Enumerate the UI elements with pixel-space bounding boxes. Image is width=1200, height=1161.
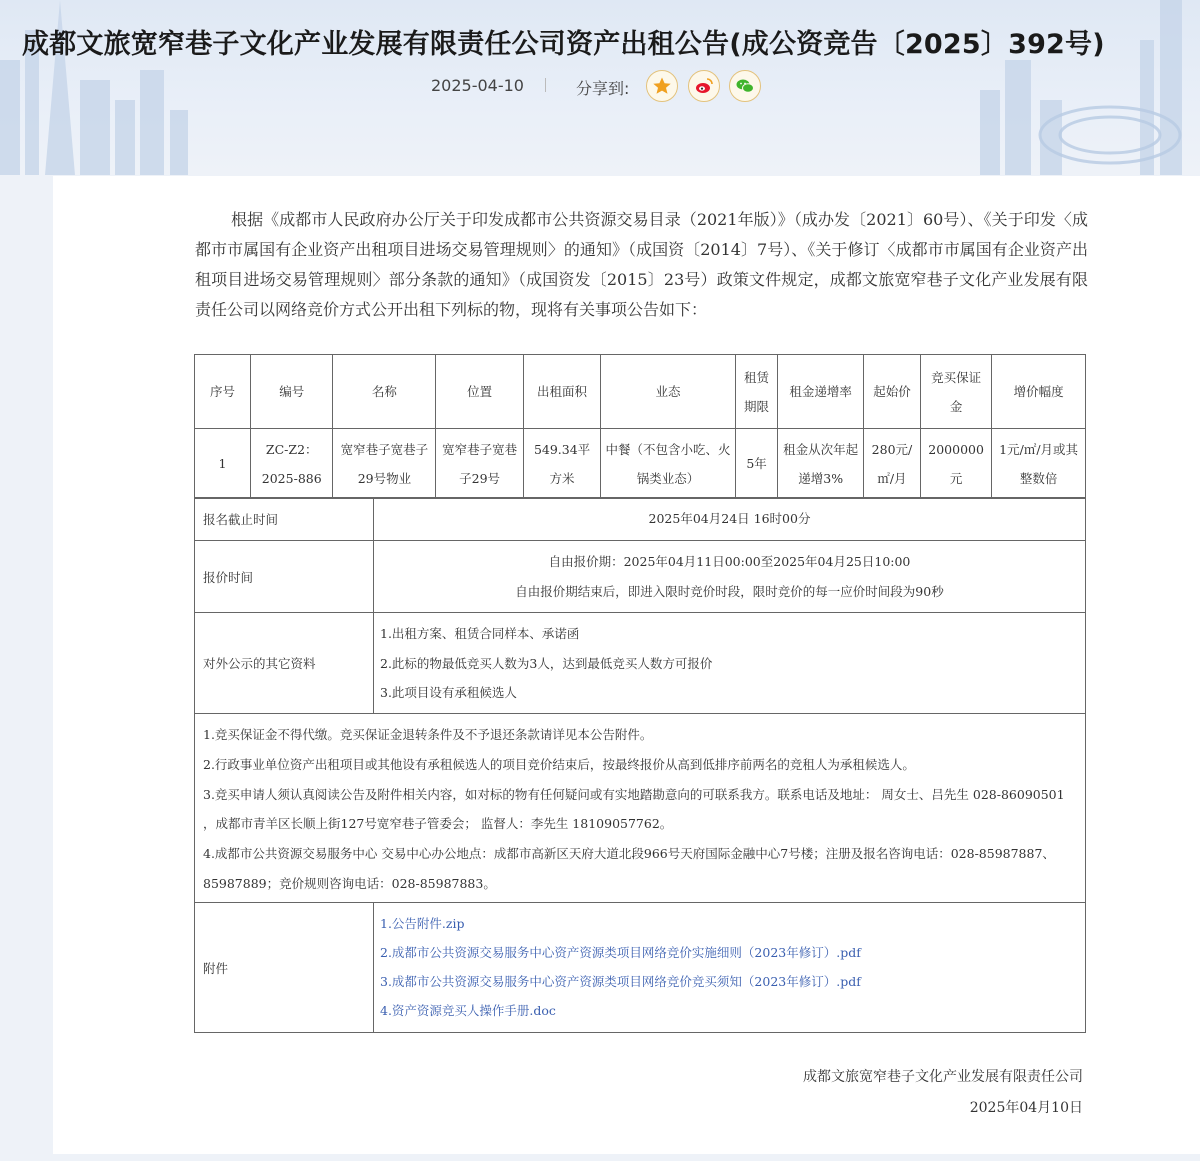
asset-table — [194, 354, 1086, 499]
share-label: 分享到: — [576, 79, 630, 98]
table-cell: 1 — [195, 429, 251, 499]
note-item: 4.成都市公共资源交易服务中心 交易中心办公地点：成都市高新区天府大道北段966号天府国际金融中心7号楼；注册及报名咨询电话：028-85987887、85987889；竞价规则咨询电话：028-85987883。 — [203, 846, 1055, 891]
col-header: 增价幅度 — [992, 355, 1086, 429]
col-header: 业态 — [601, 355, 735, 429]
note-item: 3.竞买申请人须认真阅读公告及附件相关内容，如对标的物有任何疑问或有实地踏勘意向的可联系我方。联系电话及地址： 周女士、吕先生 028-86090501 ，成都市青羊区长顺上街127号宽窄巷子管委会； 监督人：李先生 18109057762。 — [203, 786, 1065, 832]
list-item: 1.出租方案、租赁合同样本、承诺函 — [380, 626, 580, 641]
notes-block — [195, 714, 1085, 902]
list-item: 3.此项目设有承租候选人 — [380, 685, 517, 700]
table-cell: 中餐（不包含小吃、火锅类业态） — [601, 429, 735, 499]
attachments-label: 附件 — [195, 903, 374, 1032]
publish-date: 2025-04-10 — [431, 76, 524, 95]
note-item: 2.行政事业单位资产出租项目或其他设有承租候选人的项目竞价结束后，按最终报价从高到低排序前两名的竞租人为承租候选人。 — [203, 756, 915, 772]
table-cell: 280元/㎡/月 — [863, 429, 920, 499]
col-header: 租赁期限 — [735, 355, 778, 429]
attachment-link[interactable]: 2.成都市公共资源交易服务中心资产资源类项目网络竞价实施细则（2023年修订）.pdf — [380, 945, 861, 960]
intro-paragraph: 根据《成都市人民政府办公厅关于印发成都市公共资源交易目录（2021年版）》（成办发〔2021〕60号）、《关于印发〈成都市市属国有企业资产出租项目进场交易管理规则〉的通知》（成国资〔2014〕7号）、《关于修订〈成都市市属国有企业资产出租项目进场交易管理规则〉部分条款的通知》（成国资发〔2015〕23号）政策文件规定，成都文旅宽窄巷子文化产业发展有限责任公司以网络竞价方式公开出租下列标的物，现将有关事项公告如下： — [195, 210, 1088, 319]
table-header-row — [195, 355, 1086, 429]
attachment-link[interactable]: 1.公告附件.zip — [380, 916, 465, 931]
col-header: 位置 — [436, 355, 524, 429]
table-cell: 租金从次年起递增3% — [778, 429, 864, 499]
notes-row — [195, 713, 1085, 902]
page-title: 成都文旅宽窄巷子文化产业发展有限责任公司资产出租公告(成公资竞告〔2025〕392号) — [22, 29, 1105, 60]
info-table — [194, 497, 1086, 1033]
signature-date: 2025年04月10日 — [969, 1100, 1083, 1116]
col-header: 序号 — [195, 355, 251, 429]
col-header: 出租面积 — [523, 355, 600, 429]
note-item: 1.竞买保证金不得代缴。竞买保证金退转条件及不予退还条款请详见本公告附件。 — [203, 727, 653, 742]
meta-row — [0, 70, 1200, 102]
col-header: 起始价 — [863, 355, 920, 429]
table-cell: 5年 — [735, 429, 778, 499]
col-header: 编号 — [251, 355, 333, 429]
quote-time-row — [195, 540, 1085, 612]
quote-time-line: 自由报价期结束后，即进入限时竞价时段，限时竞价的每一应价时间段为90秒 — [515, 583, 944, 599]
deadline-row — [195, 498, 1085, 540]
quote-time-label: 报价时间 — [195, 541, 374, 612]
table-cell: 宽窄巷子宽巷子29号 — [436, 429, 524, 499]
favorite-star-icon[interactable] — [646, 70, 678, 102]
list-item: 2.此标的物最低竞买人数为3人，达到最低竞买人数方可报价 — [380, 655, 713, 671]
divider — [545, 78, 546, 92]
col-header: 竞买保证金 — [920, 355, 991, 429]
table-cell: 2000000元 — [920, 429, 991, 499]
other-materials-label: 对外公示的其它资料 — [195, 613, 374, 713]
attachment-link[interactable]: 3.成都市公共资源交易服务中心资产资源类项目网络竞价竞买须知（2023年修订）.pdf — [380, 974, 861, 989]
quote-time-line: 自由报价期：2025年04月11日00:00至2025年04月25日10:00 — [548, 554, 911, 569]
table-cell: 549.34平方米 — [523, 429, 600, 499]
attachment-link[interactable]: 4.资产资源竞买人操作手册.doc — [380, 1003, 556, 1018]
weibo-icon[interactable] — [688, 70, 720, 102]
table-cell: 宽窄巷子宽巷子29号物业 — [333, 429, 436, 499]
col-header: 租金递增率 — [778, 355, 864, 429]
table-cell: ZC-Z2：2025-886 — [251, 429, 333, 499]
table-cell: 1元/㎡/月或其整数倍 — [992, 429, 1086, 499]
signature-company: 成都文旅宽窄巷子文化产业发展有限责任公司 — [803, 1069, 1083, 1085]
attachments-row — [195, 902, 1085, 1032]
deadline-value: 2025年04月24日 16时00分 — [648, 511, 811, 526]
deadline-label: 报名截止时间 — [195, 498, 374, 540]
wechat-icon[interactable] — [729, 70, 761, 102]
table-row — [195, 429, 1086, 499]
col-header: 名称 — [333, 355, 436, 429]
announcement-card — [53, 176, 1200, 1154]
other-materials-row — [195, 612, 1085, 713]
